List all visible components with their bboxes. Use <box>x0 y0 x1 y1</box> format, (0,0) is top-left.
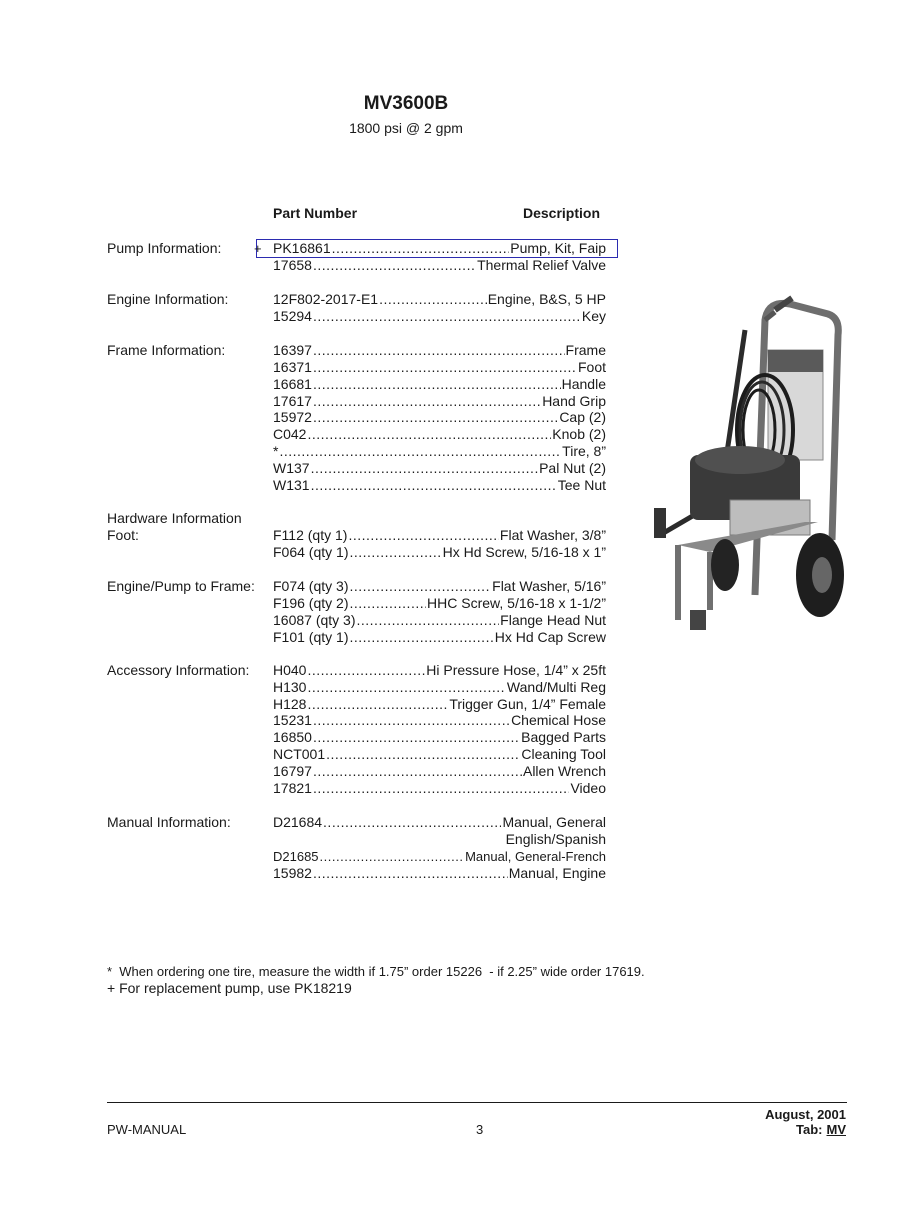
engine-pump-frame-section-label: Engine/Pump to Frame: <box>107 578 255 594</box>
part-description: Thermal Relief Valve <box>477 257 606 273</box>
part-number: 16850 <box>273 729 312 745</box>
tab-label: Tab: <box>796 1122 823 1137</box>
parts-row <box>273 712 606 729</box>
leader-dots <box>348 527 498 544</box>
part-description: Key <box>581 308 606 324</box>
leader-dots <box>313 257 476 274</box>
part-description: Video <box>570 780 606 796</box>
parts-row <box>273 814 606 831</box>
leader-dots <box>349 544 441 561</box>
part-description: HHC Screw, 5/16-18 x 1-1/2” <box>427 595 606 611</box>
parts-row <box>273 291 606 308</box>
parts-row <box>273 612 606 629</box>
tire-footnote: * When ordering one tire, measure the width if 1.75” order 15226 - if 2.25” wide order 17619. <box>107 964 645 979</box>
leader-dots <box>307 426 551 443</box>
parts-row <box>273 780 606 797</box>
part-description: Manual, Engine <box>508 865 606 881</box>
leader-dots <box>349 595 426 612</box>
hardware-foot-label: Foot: <box>107 527 139 543</box>
part-description: Engine, B&S, 5 HP <box>487 291 606 307</box>
hardware-section-label: Hardware Information <box>107 510 242 526</box>
parts-row <box>273 544 606 561</box>
part-number: 17821 <box>273 780 312 796</box>
description-header: Description <box>523 205 601 221</box>
parts-row <box>273 595 606 612</box>
replacement-marker: + <box>254 241 262 256</box>
part-number: 16681 <box>273 376 312 392</box>
part-description: Flat Washer, 3/8” <box>499 527 606 543</box>
parts-row <box>273 662 606 679</box>
document-subtitle: 1800 psi @ 2 gpm <box>349 120 463 136</box>
leader-dots <box>349 578 491 595</box>
parts-row <box>273 527 606 544</box>
part-description: Tire, 8” <box>562 443 606 459</box>
leader-dots <box>379 291 487 308</box>
leader-dots <box>313 865 508 882</box>
leader-dots <box>313 393 541 410</box>
part-description: Pump, Kit, Faip <box>510 240 606 256</box>
leader-dots <box>326 746 520 763</box>
pressure-washer-illustration <box>650 290 850 635</box>
leader-dots <box>313 409 558 426</box>
parts-row <box>273 409 606 426</box>
part-number: C042 <box>273 426 307 442</box>
leader-dots <box>349 629 493 646</box>
pump-section-label: Pump Information: <box>107 240 222 256</box>
footer-date: August, 2001 <box>765 1107 846 1122</box>
part-number: F074 (qty 3) <box>273 578 349 594</box>
leader-dots <box>313 729 520 746</box>
leader-dots <box>313 359 577 376</box>
part-number: 16397 <box>273 342 312 358</box>
part-number: 16087 (qty 3) <box>273 612 356 628</box>
part-number: PK16861 <box>273 240 331 256</box>
part-description: Chemical Hose <box>511 712 606 728</box>
part-number: H128 <box>273 696 307 712</box>
part-description: Frame <box>565 342 606 358</box>
part-number: W137 <box>273 460 310 476</box>
leader-dots <box>357 612 500 629</box>
leader-dots <box>311 460 539 477</box>
part-number: H130 <box>273 679 307 695</box>
part-description: Bagged Parts <box>521 729 606 745</box>
leader-dots <box>307 662 425 679</box>
part-description: Flat Washer, 5/16” <box>492 578 606 594</box>
leader-dots <box>313 780 570 797</box>
leader-dots <box>313 308 581 325</box>
parts-row <box>273 393 606 410</box>
description-continuation: English/Spanish <box>505 831 606 847</box>
part-description: Hx Hd Cap Screw <box>494 629 606 645</box>
part-description: Allen Wrench <box>522 763 606 779</box>
part-description: Knob (2) <box>552 426 606 442</box>
parts-row <box>273 848 606 865</box>
parts-row <box>273 257 606 274</box>
parts-row <box>273 629 606 646</box>
parts-row <box>273 426 606 443</box>
part-number: W131 <box>273 477 310 493</box>
parts-row <box>273 865 606 882</box>
document-title: MV3600B <box>363 93 449 114</box>
parts-row <box>273 240 606 257</box>
part-description: Hx Hd Screw, 5/16-18 x 1” <box>442 544 606 560</box>
parts-row <box>273 578 606 595</box>
frame-section-label: Frame Information: <box>107 342 226 358</box>
part-description: Hi Pressure Hose, 1/4” x 25ft <box>426 662 606 678</box>
footer-tab <box>796 1122 846 1137</box>
part-number: 12F802-2017-E1 <box>273 291 379 307</box>
part-description: Handle <box>561 376 606 392</box>
part-description: Cap (2) <box>559 409 606 425</box>
part-number: * <box>273 443 279 459</box>
part-number: D21684 <box>273 814 323 830</box>
leader-dots <box>279 443 561 460</box>
part-description: Tee Nut <box>557 477 606 493</box>
parts-row <box>273 763 606 780</box>
leader-dots <box>313 763 522 780</box>
part-number: 17658 <box>273 257 312 273</box>
leader-dots <box>313 342 565 359</box>
leader-dots <box>307 696 448 713</box>
part-number: F064 (qty 1) <box>273 544 349 560</box>
footer-rule <box>107 1102 847 1103</box>
leader-dots <box>313 376 561 393</box>
leader-dots <box>320 848 465 865</box>
part-number: H040 <box>273 662 307 678</box>
leader-dots <box>323 814 501 831</box>
parts-row <box>273 308 606 325</box>
engine-section-label: Engine Information: <box>107 291 229 307</box>
part-number: 15972 <box>273 409 312 425</box>
part-number: 17617 <box>273 393 312 409</box>
part-number: F112 (qty 1) <box>273 527 348 543</box>
parts-row <box>273 443 606 460</box>
parts-row <box>273 746 606 763</box>
footer-manual-id: PW-MANUAL <box>107 1122 187 1137</box>
parts-row <box>273 679 606 696</box>
accessory-section-label: Accessory Information: <box>107 662 250 678</box>
parts-row <box>273 696 606 713</box>
parts-row <box>273 376 606 393</box>
part-number: 16797 <box>273 763 312 779</box>
part-number: F101 (qty 1) <box>273 629 349 645</box>
part-description: Manual, General-French <box>465 849 606 864</box>
part-number: D21685 <box>273 849 319 864</box>
parts-row <box>273 460 606 477</box>
parts-row <box>273 729 606 746</box>
part-description: Manual, General <box>502 814 606 830</box>
tab-value: MV <box>826 1122 846 1137</box>
leader-dots <box>311 477 557 494</box>
part-description: Foot <box>577 359 606 375</box>
parts-row <box>273 477 606 494</box>
leader-dots <box>332 240 510 257</box>
part-number: 16371 <box>273 359 312 375</box>
part-description: Hand Grip <box>542 393 606 409</box>
part-description: Wand/Multi Reg <box>506 679 606 695</box>
part-description: Cleaning Tool <box>521 746 606 762</box>
part-number: F196 (qty 2) <box>273 595 349 611</box>
part-number: 15294 <box>273 308 312 324</box>
part-number: 15982 <box>273 865 312 881</box>
part-number: NCT001 <box>273 746 326 762</box>
parts-row <box>273 359 606 376</box>
page-number: 3 <box>476 1122 484 1137</box>
parts-row <box>273 342 606 359</box>
leader-dots <box>307 679 505 696</box>
leader-dots <box>313 712 510 729</box>
part-number-header: Part Number <box>273 205 358 221</box>
pump-footnote: + For replacement pump, use PK18219 <box>107 980 352 996</box>
part-number: 15231 <box>273 712 312 728</box>
part-description: Trigger Gun, 1/4” Female <box>449 696 606 712</box>
part-description: Flange Head Nut <box>500 612 606 628</box>
manual-section-label: Manual Information: <box>107 814 231 830</box>
part-description: Pal Nut (2) <box>539 460 606 476</box>
